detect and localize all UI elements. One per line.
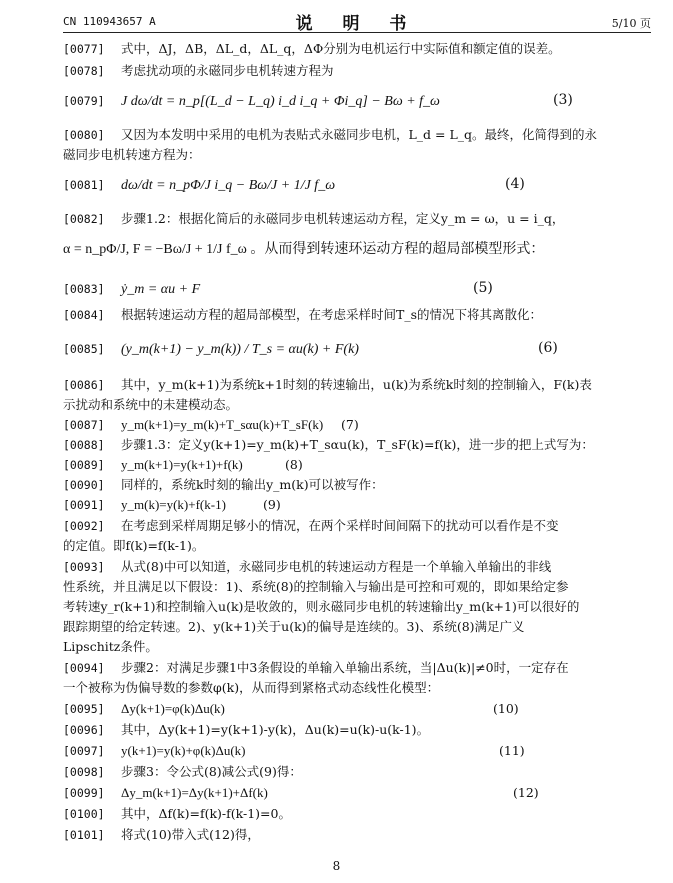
para-tag: [0077] [63, 42, 105, 56]
paragraph-0094-cont [63, 679, 651, 696]
equation-number: (5) [473, 280, 493, 296]
para-tag: [0082] [63, 212, 105, 226]
paragraph-0081 [63, 176, 651, 194]
para-tag: [0080] [63, 128, 105, 142]
equation-9: y_m(k)=y(k)+f(k-1) [121, 497, 226, 512]
para-text: 考虑扰动项的永磁同步电机转速方程为 [121, 63, 334, 78]
para-text: 其中，Δf(k)=f(k)-f(k-1)=0。 [121, 806, 291, 821]
paragraph-0087 [63, 416, 651, 434]
paragraph-0093 [63, 558, 651, 576]
paragraph-0093-cont4 [63, 638, 651, 655]
para-tag: [0092] [63, 519, 105, 533]
para-text-cont: Lipschitz条件。 [63, 639, 158, 654]
equation-7: y_m(k+1)=y_m(k)+T_sαu(k)+T_sF(k) [121, 417, 324, 432]
paragraph-0083 [63, 280, 651, 298]
para-text: 步骤3：令公式(8)减公式(9)得： [121, 764, 302, 779]
paragraph-0092 [63, 517, 651, 535]
para-tag: [0078] [63, 64, 105, 78]
equation-number: (4) [505, 176, 525, 192]
para-tag: [0087] [63, 418, 105, 432]
equation-number: (10) [493, 701, 519, 716]
document-title: 说 明 书 [295, 14, 419, 34]
para-tag: [0094] [63, 661, 105, 675]
equation-6: (y_m(k+1) − y_m(k)) / T_s = αu(k) + F(k) [121, 342, 359, 357]
equation-number: (6) [538, 340, 558, 356]
paragraph-0093-cont [63, 578, 651, 595]
para-text: 其中，Δy(k+1)=y(k+1)-y(k)，Δu(k)=u(k)-u(k-1)。 [121, 722, 430, 737]
paragraph-0096 [63, 721, 651, 739]
paragraph-0097 [63, 742, 651, 760]
para-text: 同样的，系统k时刻的输出y_m(k)可以被写作： [121, 477, 384, 492]
equation-number: (3) [553, 92, 573, 108]
equation-4: dω/dt = n_pΦ/J i_q − Bω/J + 1/J f_ω [121, 178, 336, 193]
para-text: 步骤1.2：根据化简后的永磁同步电机转速运动方程，定义y_m = ω，u = i_q， [121, 211, 565, 226]
patent-number: CN 110943657 A [63, 15, 156, 28]
para-tag: [0096] [63, 723, 105, 737]
para-tag: [0091] [63, 498, 105, 512]
para-text: 式中，ΔJ，ΔB，ΔL_d，ΔL_q，ΔΦ分别为电机运行中实际值和额定值的误差。 [121, 41, 561, 56]
equation-number: (9) [263, 497, 281, 512]
page-number: 8 [332, 859, 341, 873]
para-text-cont: 示扰动和系统中的未建模动态。 [63, 397, 239, 412]
para-tag: [0083] [63, 282, 105, 296]
para-tag: [0081] [63, 178, 105, 192]
equation-3: J dω/dt = n_p[(L_d − L_q) i_d i_q + Φi_q] − Bω + f_ω [121, 94, 440, 109]
paragraph-0090 [63, 476, 651, 494]
para-text-cont: 一个被称为伪偏导数的参数φ(k)，从而得到紧格式动态线性化模型： [63, 680, 440, 695]
paragraph-0099 [63, 784, 651, 802]
equation-12: Δy_m(k+1)=Δy(k+1)+Δf(k) [121, 785, 268, 800]
para-tag: [0101] [63, 828, 105, 842]
page-indicator: 5/10 页 [611, 17, 651, 30]
para-tag: [0098] [63, 765, 105, 779]
paragraph-0078 [63, 62, 651, 80]
para-tag: [0093] [63, 560, 105, 574]
paragraph-0085 [63, 340, 651, 358]
paragraph-0093-cont2 [63, 598, 651, 615]
para-tag: [0089] [63, 458, 105, 472]
paragraph-0100 [63, 805, 651, 823]
para-text: 在考虑到采样周期足够小的情况，在两个采样时间间隔下的扰动可以看作是不变 [121, 518, 559, 533]
paragraph-0091 [63, 496, 651, 514]
para-text-cont: 跟踪期望的给定转速。2)、y(k+1)关于u(k)的偏导是连续的。3)、系统(8)满足广义 [63, 619, 525, 634]
equation-number: (12) [513, 785, 539, 800]
para-tag: [0079] [63, 94, 105, 108]
paragraph-0095 [63, 700, 651, 718]
paragraph-0101 [63, 826, 651, 844]
para-text: 根据转速运动方程的超局部模型，在考虑采样时间T_s的情况下将其离散化： [121, 307, 543, 322]
equation-8: y_m(k+1)=y(k+1)+f(k) [121, 457, 243, 472]
equation-10: Δy(k+1)=φ(k)Δu(k) [121, 701, 225, 716]
paragraph-0088 [63, 436, 651, 454]
paragraph-0093-cont3 [63, 618, 651, 635]
para-text: 又因为本发明中采用的电机为表贴式永磁同步电机，L_d = L_q。最终，化简得到的永 [121, 127, 598, 142]
equation-5: ẏ_m = αu + F [121, 282, 201, 297]
paragraph-0098 [63, 763, 651, 781]
para-text-cont: 磁同步电机转速方程为： [63, 147, 201, 162]
para-tag: [0100] [63, 807, 105, 821]
paragraph-0080-cont [63, 146, 651, 163]
para-tag: [0099] [63, 786, 105, 800]
equation-number: (7) [341, 417, 359, 432]
equation-number: (8) [285, 457, 303, 472]
paragraph-0080 [63, 126, 651, 144]
para-text: 将式(10)带入式(12)得， [121, 827, 260, 842]
paragraph-0077 [63, 40, 651, 58]
para-text-cont: 性系统，并且满足以下假设：1)、系统(8)的控制输入与输出是可控和可观的，即如果给定参 [63, 579, 569, 594]
paragraph-0092-cont [63, 537, 651, 554]
para-tag: [0097] [63, 744, 105, 758]
para-text: 其中，y_m(k+1)为系统k+1时刻的转速输出，u(k)为系统k时刻的控制输入，F(k)表 [121, 377, 592, 392]
para-text-cont: 考转速y_r(k+1)和控制输入u(k)是收敛的，则永磁同步电机的转速输出y_m(k+1)可以很好的 [63, 599, 580, 614]
para-text: 步骤2：对满足步骤1中3条假设的单输入单输出系统，当|Δu(k)|≠0时，一定存在 [121, 660, 569, 675]
page-header [63, 6, 651, 33]
equation-11: y(k+1)=y(k)+φ(k)Δu(k) [121, 743, 246, 758]
equation-number: (11) [499, 743, 525, 758]
paragraph-0086-cont [63, 396, 651, 413]
para-tag: [0088] [63, 438, 105, 452]
para-tag: [0090] [63, 478, 105, 492]
para-text: 从式(8)中可以知道，永磁同步电机的转速运动方程是一个单输入单输出的非线 [121, 559, 552, 574]
para-text-cont: 的定值。即f(k)=f(k-1)。 [63, 538, 205, 553]
paragraph-0082 [63, 210, 651, 228]
paragraph-0084 [63, 306, 651, 324]
paragraph-0089 [63, 456, 651, 474]
paragraph-0086 [63, 376, 651, 394]
para-tag: [0085] [63, 342, 105, 356]
para-tag: [0095] [63, 702, 105, 716]
para-text-cont: α = n_pΦ/J, F = −Bω/J + 1/J f_ω 。从而得到转速环运动方程的超局部模型形式： [63, 242, 545, 257]
paragraph-0079 [63, 92, 651, 110]
paragraph-0094 [63, 659, 651, 677]
paragraph-0082-cont [63, 240, 651, 258]
para-tag: [0084] [63, 308, 105, 322]
para-tag: [0086] [63, 378, 105, 392]
para-text: 步骤1.3：定义y(k+1)=y_m(k)+T_sαu(k)，T_sF(k)=f(k)，进一步的把上式写为： [121, 437, 594, 452]
